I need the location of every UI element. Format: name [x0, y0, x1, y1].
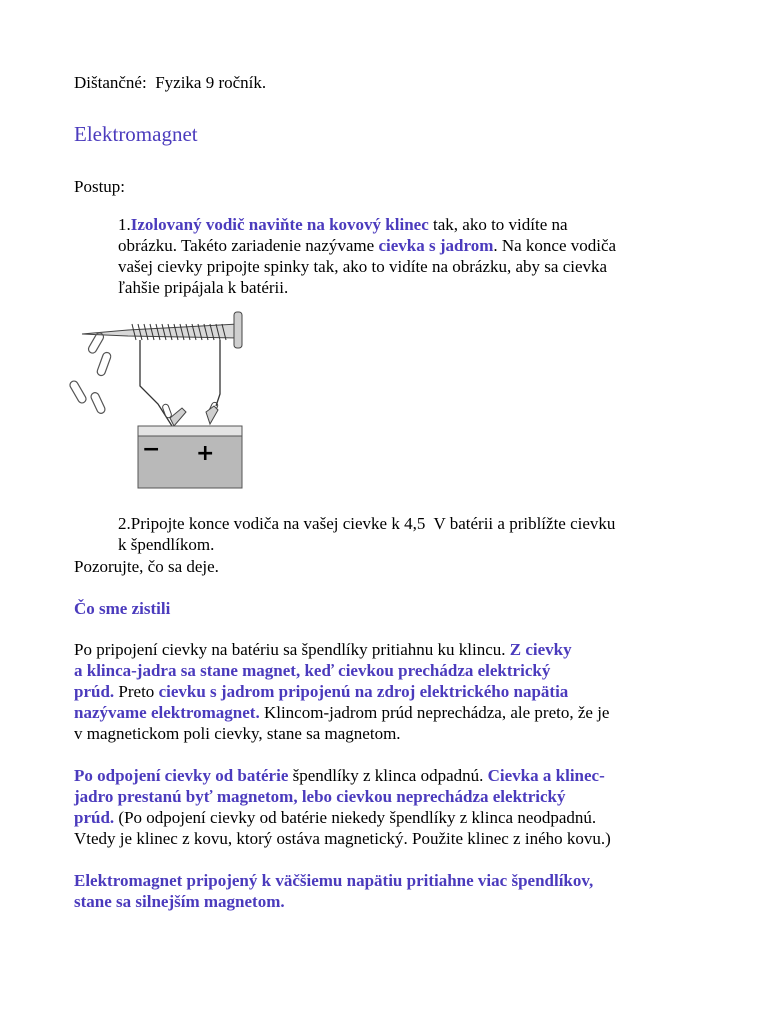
p2-text: (Po odpojení cievky od batérie niekedy špendlíky z klinca neodpadnú.: [114, 808, 597, 827]
battery-icon: [138, 426, 242, 488]
step1-text: obrázku. Takéto zariadenie nazývame: [118, 236, 379, 255]
p2-line3: [74, 807, 596, 828]
p2-highlight: Cievka a klinec-: [487, 766, 605, 785]
step1-line2: [118, 235, 616, 256]
p3-line1: Elektromagnet pripojený k väčšiemu napätiu pritiahne viac špendlíkov,: [74, 871, 594, 890]
step1-number: 1.: [118, 215, 131, 234]
p2-text: špendlíky z klinca odpadnú.: [288, 766, 488, 785]
step1-highlight: cievka s jadrom: [378, 236, 494, 255]
p2-line1: [74, 765, 605, 786]
electromagnet-figure: [68, 308, 248, 494]
p1-line2: a klinca-jadra sa stane magnet, keď cievkou prechádza elektrický: [74, 661, 551, 680]
p1-line5: v magnetickom poli cievky, stane sa magnetom.: [74, 724, 401, 743]
wire-right-icon: [216, 340, 220, 406]
section-title: Čo sme zistili: [74, 599, 171, 618]
p1-highlight: prúd.: [74, 682, 115, 701]
p1-line1: [74, 639, 572, 660]
p1-text: Po pripojení cievky na batériu sa špendlíky pritiahnu ku klincu.: [74, 640, 510, 659]
step1-highlight: Izolovaný vodič naviňte na kovový klinec: [130, 215, 429, 234]
clip-left-icon: [162, 403, 172, 418]
p2-highlight: prúd.: [74, 808, 115, 827]
step1-line3: vašej cievky pripojte spinky tak, ako to vidíte na obrázku, aby sa cievka: [118, 257, 608, 276]
plus-label: +: [196, 441, 215, 466]
step1-line4: ľahšie pripájala k batérii.: [118, 278, 289, 297]
p1-highlight: nazývame elektromagnet.: [74, 703, 260, 722]
p1-line4: [74, 702, 609, 723]
step2-line1: 2.Pripojte konce vodiča na vašej cievke k 4,5 V batérii a priblížte cievku: [118, 514, 616, 533]
p2-highlight: Po odpojení cievky od batérie: [74, 766, 289, 785]
step2-line2: k špendlíkom.: [118, 535, 215, 554]
postup-label: Postup:: [74, 177, 126, 196]
wire-left-icon: [140, 340, 172, 426]
p3-line2: stane sa silnejším magnetom.: [74, 892, 285, 911]
page-title: Elektromagnet: [74, 122, 198, 146]
step1-text: . Na konce vodiča: [493, 236, 617, 255]
p1-text: Preto: [114, 682, 159, 701]
pins-icon: [69, 331, 112, 414]
p1-text: Klincom-jadrom prúd neprechádza, ale preto, že je: [259, 703, 610, 722]
p2-line2: jadro prestanú byť magnetom, lebo cievkou neprechádza elektrický: [74, 787, 566, 806]
battery-clip-left-icon: [170, 408, 186, 426]
battery-clip-right-icon: [206, 406, 218, 424]
header-line: Dištančné: Fyzika 9 ročník.: [74, 73, 267, 92]
observe-line: Pozorujte, čo sa deje.: [74, 557, 219, 576]
p1-highlight: Z cievky: [509, 640, 572, 659]
step1-line1: [118, 214, 568, 235]
p1-highlight: cievku s jadrom pripojenú na zdroj elektrického napätia: [158, 682, 569, 701]
step1-text: tak, ako to vidíte na: [428, 215, 568, 234]
p2-line4: Vtedy je klinec z kovu, ktorý ostáva magnetický. Použite klinec z iného kovu.): [74, 829, 611, 848]
p1-line3: [74, 681, 568, 702]
minus-label: −: [142, 437, 161, 462]
